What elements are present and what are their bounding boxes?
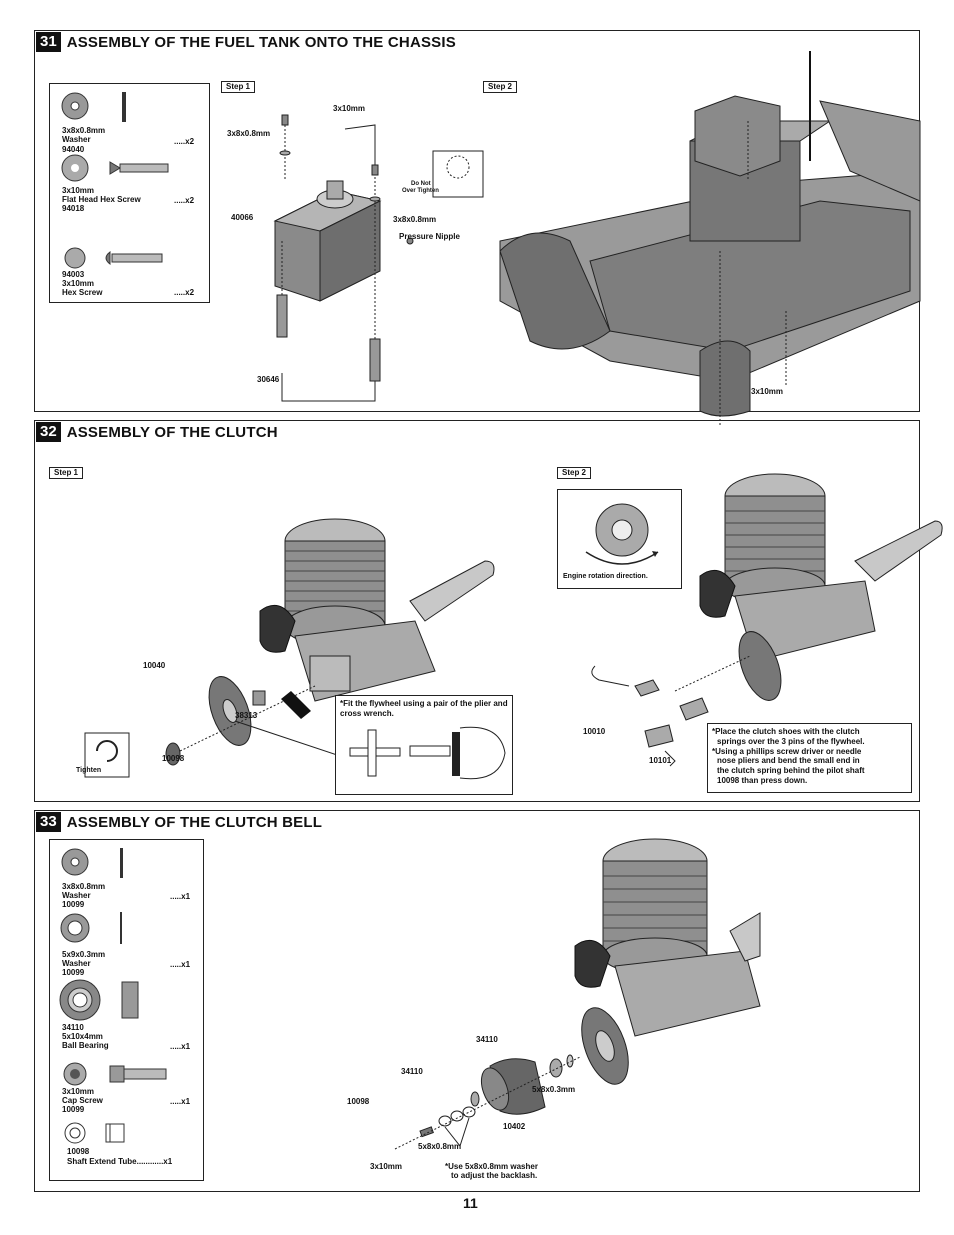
parts-list-31 bbox=[49, 83, 210, 303]
part-name: Cap Screw bbox=[62, 1096, 103, 1105]
page-number: 11 bbox=[463, 1195, 478, 1211]
note-line: springs over the 3 pins of the flywheel. bbox=[717, 736, 865, 746]
part-qty: .....x1 bbox=[170, 1097, 191, 1106]
part-size: 3x8x0.8mm bbox=[62, 126, 106, 135]
part-qty: .....x1 bbox=[170, 960, 191, 969]
section-heading: ASSEMBLY OF THE CLUTCH bbox=[66, 423, 278, 441]
label-note: *Use 5x8x0.8mm washer bbox=[445, 1162, 538, 1171]
part-size: 34110 bbox=[62, 1023, 84, 1032]
note-text: *Fit the flywheel using a pair of the plier and cross wrench. bbox=[340, 699, 508, 718]
parts-list-33 bbox=[49, 839, 204, 1181]
note-line: nose pliers and bend the small end in bbox=[717, 756, 860, 766]
clutch-bell-drawing bbox=[335, 831, 775, 1181]
label-shaft: 10098 bbox=[347, 1097, 370, 1106]
label-washer: 3x8x0.8mm bbox=[227, 129, 271, 138]
part-code: Ball Bearing bbox=[62, 1041, 109, 1050]
label-standoff: 30646 bbox=[257, 375, 280, 384]
label-tighten: Tighten bbox=[76, 767, 102, 774]
section-number: 33 bbox=[36, 812, 61, 832]
label-washers: 5x8x0.8mm bbox=[418, 1142, 462, 1151]
part-name: Washer bbox=[62, 891, 91, 900]
part-code: Hex Screw bbox=[62, 288, 103, 297]
label-spring: 10101 bbox=[649, 756, 672, 765]
label-bell: 10402 bbox=[503, 1122, 526, 1131]
section-number: 31 bbox=[36, 32, 61, 52]
note-line: the clutch spring behind the pilot shaft bbox=[717, 766, 865, 776]
part-size: 3x8x0.8mm bbox=[62, 882, 106, 891]
chassis-drawing bbox=[490, 51, 920, 391]
label-nut: 10098 bbox=[162, 754, 185, 763]
section-33 bbox=[34, 810, 920, 1192]
section-32 bbox=[34, 420, 920, 802]
label-tank: 40066 bbox=[231, 213, 254, 222]
label-over-tighten: Over Tighten bbox=[402, 188, 439, 194]
note-clutch-shoes bbox=[707, 723, 912, 793]
label-collet: 38313 bbox=[235, 711, 258, 720]
part-code: 94040 bbox=[62, 145, 85, 154]
fuel-tank-drawing bbox=[235, 81, 495, 411]
part-qty: .....x1 bbox=[170, 1042, 191, 1051]
part-qty: .....x1 bbox=[170, 892, 191, 901]
part-size: 3x10mm bbox=[62, 186, 95, 195]
part-size: 3x10mm bbox=[62, 1087, 95, 1096]
section-31 bbox=[34, 30, 920, 412]
part-code: 10099 bbox=[62, 1105, 85, 1114]
part-size: 94003 bbox=[62, 270, 85, 279]
label-flywheel: 10040 bbox=[143, 661, 166, 670]
note-flywheel bbox=[335, 695, 513, 795]
label-note: to adjust the backlash. bbox=[451, 1171, 538, 1180]
label-bearing: 34110 bbox=[401, 1067, 423, 1076]
note-line: *Using a phillips screw driver or needle bbox=[712, 746, 862, 756]
part-code: 10099 bbox=[62, 900, 85, 909]
step-2-tag: Step 2 bbox=[557, 467, 591, 479]
wrench-drawing bbox=[340, 726, 510, 786]
part-code: 10099 bbox=[62, 968, 85, 977]
part-qty: .....x2 bbox=[174, 196, 195, 205]
part-size: 10098 bbox=[67, 1147, 90, 1156]
label-washer: 3x8x0.8mm bbox=[393, 215, 437, 224]
section-31-title bbox=[36, 32, 456, 52]
label-screw: 3x10mm bbox=[333, 104, 366, 113]
section-heading: ASSEMBLY OF THE CLUTCH BELL bbox=[66, 813, 323, 831]
label-rotation: Engine rotation direction. bbox=[563, 573, 648, 580]
part-name: Flat Head Hex Screw bbox=[62, 195, 141, 204]
part-name: Washer bbox=[62, 959, 91, 968]
note-line: *Place the clutch shoes with the clutch bbox=[712, 727, 860, 736]
label-washer: 5x8x0.3mm bbox=[532, 1085, 576, 1094]
note-line: 10098 than press down. bbox=[717, 775, 808, 785]
part-name: 5x10x4mm bbox=[62, 1032, 103, 1041]
step-1-tag: Step 1 bbox=[49, 467, 83, 479]
part-code: 94018 bbox=[62, 204, 85, 213]
label-screw: 3x10mm bbox=[370, 1162, 403, 1171]
section-32-title bbox=[36, 422, 278, 442]
part-size: 5x9x0.3mm bbox=[62, 950, 106, 959]
section-number: 32 bbox=[36, 422, 61, 442]
part-qty: .....x2 bbox=[174, 137, 195, 146]
label-screw: 3x10mm bbox=[751, 387, 784, 396]
section-33-title bbox=[36, 812, 322, 832]
step-2-tag: Step 2 bbox=[483, 81, 517, 93]
part-name: 3x10mm bbox=[62, 279, 95, 288]
part-qty: .....x2 bbox=[174, 288, 195, 297]
label-shoes: 10010 bbox=[583, 727, 606, 736]
label-bearing: 34110 bbox=[476, 1035, 498, 1044]
label-nipple: Pressure Nipple bbox=[399, 232, 460, 241]
step-1-tag: Step 1 bbox=[221, 81, 255, 93]
section-heading: ASSEMBLY OF THE FUEL TANK ONTO THE CHASSIS bbox=[66, 33, 456, 51]
label-do-not: Do Not bbox=[411, 181, 431, 187]
part-name: Shaft Extend Tube............x1 bbox=[67, 1157, 173, 1166]
part-name: Washer bbox=[62, 135, 91, 144]
